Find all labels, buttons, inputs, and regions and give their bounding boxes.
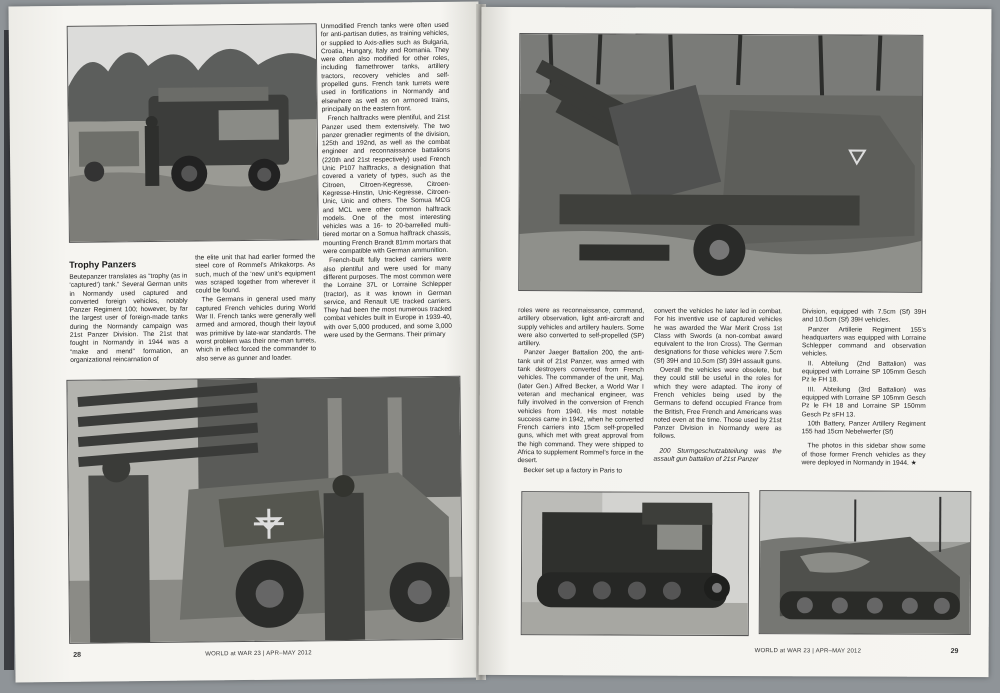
paragraph: Unmodified French tanks were often used for anti-partisan duties, as training vehicles, or supplied to Axis-allies such as Bulgaria, Croatia, Hungary, Italy and Romania. They were often also modified for other roles, including flamethrower tanks, artillery tractors, recovery vehicles and self-propelled guns. French tank turrets were used in fortifications in Normandy and elsewhere as well as on armored trains, principally on the eastern front. xyxy=(320,21,450,114)
paragraph: Panzer Artillerie Regiment 155’s headquarters was equipped with Lorraine Schlepper command and observation vehicles. xyxy=(801,325,927,358)
paragraph: II. Abteilung (2nd Battalion) was equipped with Lorraine SP 105mm Gesch Pz le FH 18. xyxy=(801,360,926,384)
footer-left: WORLD at WAR 23 | APR–MAY 2012 xyxy=(205,650,312,658)
paragraph: the elite unit that had earlier formed the steel core of Rommel’s Afrikakorps. As such, much of the ‘new’ unit’s equipment was scraped together from wherever it could be found. xyxy=(195,253,316,295)
photo-nebelwerfer-carrier xyxy=(518,33,923,293)
paragraph: roles were as reconnaissance, command, artillery observation, light anti-aircraft and supply vehicles and artillery haulers. Some were also converted to self-propelled (SP) artillery. xyxy=(517,307,645,348)
paragraph: Overall the vehicles were obsolete, but they could still be useful in the roles for which they were adapted. The irony of French vehicles being used by the Germans to defend occupied France from the British, Free French and Americans was noted even at the time. Those used by 21st Panzer Division in Normandy were as follows. xyxy=(653,366,782,441)
left-page xyxy=(8,2,485,683)
paragraph: French-built fully tracked carriers were also plentiful and were used for many different purposes. The most common were the Lorraine 37L or Lorraine Schlepper (tractor), as it was known in German service, and Renault UE tracked carriers. They had been the most numerous tracked combat vehicles built in Europe in 1939-40, with over 5,000 produced, and some 3,000 were used by the Germans. Their primary xyxy=(323,256,452,340)
page-number-right: 29 xyxy=(950,647,959,655)
right-column-2 xyxy=(653,308,782,466)
left-column-2 xyxy=(195,253,316,364)
paragraph: III. Abteilung (3rd Battalion) was equipped with Lorraine SP 105mm Gesch Pz le FH 18 and Lorraine SP 150mm Gesch Pz sFH 13. xyxy=(801,385,926,419)
paragraph: Division, equipped with 7.5cm (Sf) 39H and 10.5cm (Sf) 39H vehicles. xyxy=(802,308,927,324)
paragraph: convert the vehicles he later led in combat. For his inventive use of captured vehicles he was awarded the War Merit Cross 1st Class with Swords (a non-combat award equivalent to the Iron Cross). The German designations for those vehicles were 7.5cm (Sf) 39H and 10.5cm (Sf) 39H assault guns. xyxy=(653,307,783,365)
left-column-1 xyxy=(69,273,188,366)
footer-right: WORLD at WAR 23 | APR–MAY 2012 xyxy=(754,648,862,655)
photo-camouflaged-sp-gun xyxy=(759,490,972,635)
left-column-3 xyxy=(321,22,452,342)
paragraph: The photos in this sidebar show some of those former French vehicles as they were deployed in Normandy in 1944. ★ xyxy=(801,442,926,467)
paragraph: 200 Sturmgeschutzabteilung was the assault gun battalion of 21st Panzer xyxy=(653,447,782,464)
photo-lorraine-carrier xyxy=(521,491,750,636)
right-column-1 xyxy=(517,307,644,476)
paragraph: French halftracks were plentiful, and 21st Panzer used them extensively. The two panzer grenadier regiments of the division, 125th and 192nd, as well as the combat engineer and reconnaissance battalions (220th and 21st respectively) used French Unic P107 halftracks, a designation that covered a variety of types, such as the Citroen, Citroen-Kegresse, Citroen-Kegresse-Hinstin, Unic-Kegresse, Citroen-Unic, Unic and others. The Somua MCG and MCL were other common halftrack models. One of the most interesting vehicles was a 16- to 20-barrelled multi-tiered mortar on a Somua halftrack chassis, mounting French Brandt 81mm mortars that were compatible with German ammunition. xyxy=(321,114,452,256)
photo-mortar-halftrack xyxy=(66,376,463,644)
right-column-3 xyxy=(801,308,926,469)
paragraph: Panzer Jaeger Battalion 200, the anti-tank unit of 21st Panzer, was armed with tank destroyers converted from French vehicles. The commander of the unit, Maj. (later Gen.) Alfred Becker, a World War I veteran and mechanical engineer, was fully involved in the conversion of French vehicles from 1940. His most notable success came in 1942, when he converted French carriers into 15cm self-propelled guns, which met with great approval from the high command. They were shipped to Africa to supplement Rommel’s force in the desert. xyxy=(517,349,644,465)
photo-halftrack-field xyxy=(67,23,319,243)
section-heading: Trophy Panzers xyxy=(69,259,137,270)
page-number-left: 28 xyxy=(73,651,82,659)
paragraph: Becker set up a factory in Paris to xyxy=(523,466,623,475)
paragraph: Beutepanzer translates as “trophy (as in ‘captured’) tank.” Several German units in Normandy used captured and converted foreign vehicles, notably Panzer Regiment 100; however, by far the largest user of foreign-made tanks during the Normandy campaign was 21st Panzer Division. The 21st that fought in Normandy in 1944 was a “make and mend” formation, an organizational reincarnation of xyxy=(69,272,189,364)
paragraph: 10th Battery, Panzer Artillery Regiment 155 had 15cm Nebelwerfer (Sf) xyxy=(801,420,926,436)
right-page xyxy=(479,7,992,677)
paragraph: The Germans in general used many captured French vehicles during World War II. French tanks were generally well armed and armored, though their layout was primitive by late-war standards. The worst problem was their one-man turrets, which in effect forced the commander to also serve as gunner and loader. xyxy=(195,295,317,363)
